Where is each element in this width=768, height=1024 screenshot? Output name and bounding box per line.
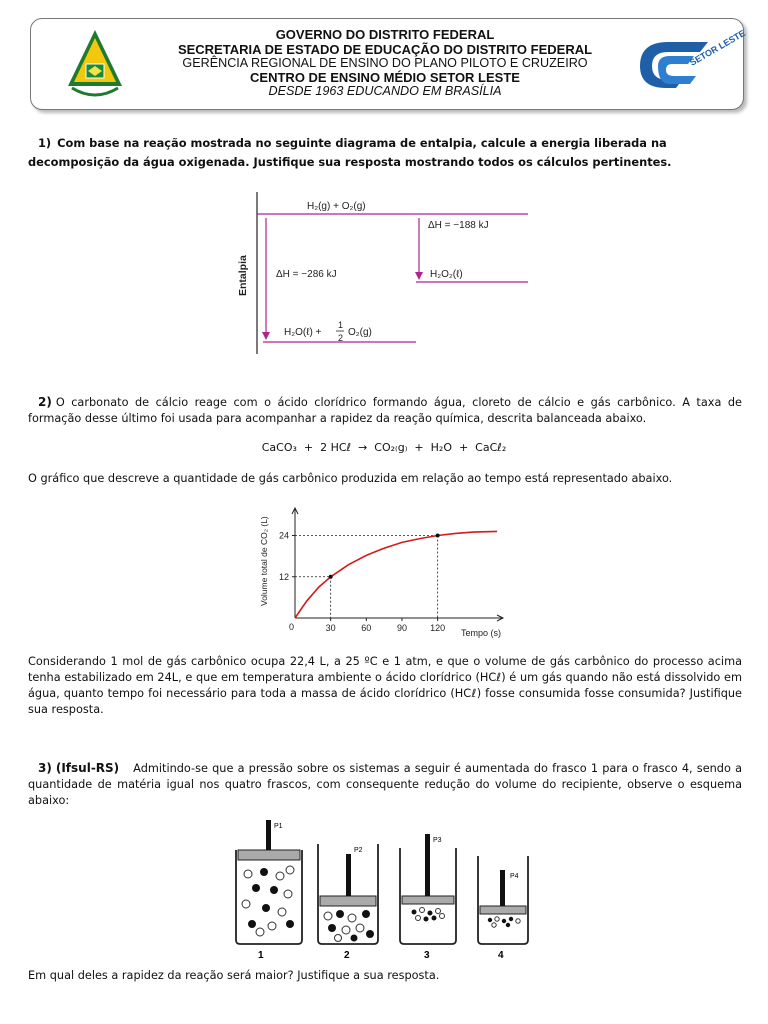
piston-4-label: P4 [510, 873, 519, 880]
fraction-numerator: 1 [338, 320, 344, 330]
graph-intro: O gráfico que descreve a quantidade de gás carbônico produzida em relação ao tempo está representado abaixo. [28, 472, 673, 485]
piston-3-label: P3 [433, 837, 442, 844]
data-point [329, 575, 333, 579]
header-line-2: SECRETARIA DE ESTADO DE EDUCAÇÃO DO DISTRITO FEDERAL [177, 42, 593, 57]
question-3-source: (Ifsul-RS) [55, 761, 120, 775]
dh-left-label: ΔH = −286 kJ [276, 269, 337, 280]
question-1-text: Com base na reação mostrada no seguinte diagrama de entalpia, calcule a energia liberada na decomposição da água oxigenada. Justifique sua resposta mostrando todos os cálculos pertinentes. [28, 136, 672, 169]
flask-1-label: 1 [258, 950, 264, 961]
flask-1 [236, 820, 302, 961]
middle-level-label: H₂O₂(ℓ) [430, 269, 463, 280]
flask-2 [318, 844, 378, 961]
setor-leste-logo-text: SETOR LESTE [688, 27, 748, 68]
y-tick-label: 24 [278, 530, 289, 541]
x-tick-label: 90 [396, 623, 407, 633]
origin-label: 0 [289, 622, 295, 632]
x-tick-label: 60 [361, 623, 372, 633]
top-level-label: H₂(g) + O₂(g) [307, 201, 366, 212]
header-line-5: DESDE 1963 EDUCANDO EM BRASÍLIA [268, 84, 502, 98]
y-axis-label: Volume total de CO₂ (L) [259, 516, 269, 606]
question-2-text: Considerando 1 mol de gás carbônico ocupa 22,4 L, a 25 ºC e 1 atm, e que o volume de gás carbônico do processo acima tenha estabilizado em 24L, e que em temperatura ambiente o ácido clorídrico (HCℓ) é um gás quando não está dissolvido em água, quanto tempo foi necessário para toda a massa de ácido clorídrico (HCℓ) fosse consumida fosse consumida? Justifique sua resposta. [28, 655, 742, 716]
y-tick-label: 12 [278, 571, 289, 582]
x-tick-label: 30 [325, 623, 336, 633]
flask-2-label: 2 [344, 950, 350, 961]
piston-2-label: P2 [354, 847, 363, 854]
bottom-level-left-label: H₂O(ℓ) + [284, 327, 322, 338]
question-3-text: Admitindo-se que a pressão sobre os sistemas a seguir é aumentada do frasco 1 para o frasco 4, sendo a quantidade de matéria igual nos quatro frascos, com consequente redução do volume do recipiente, observe o esquema abaixo: [28, 762, 742, 807]
enthalpy-axis-label: Entalpia [237, 255, 249, 296]
flasks-diagram [228, 812, 548, 962]
question-2-intro [28, 394, 742, 427]
brasilia-flag-emblem [64, 28, 126, 102]
flask-3 [400, 834, 456, 961]
header-line-4: CENTRO DE ENSINO MÉDIO SETOR LESTE [250, 70, 520, 85]
question-3-text-final: Em qual deles a rapidez da reação será maior? Justifique a sua resposta. [28, 969, 440, 982]
x-axis-label: Tempo (s) [461, 628, 502, 638]
piston-1-label: P1 [274, 823, 283, 830]
setor-leste-logo [634, 27, 748, 90]
question-3 [28, 760, 742, 809]
flask-3-label: 3 [424, 950, 430, 961]
series-line-co2 [295, 531, 497, 618]
fraction-denominator: 2 [338, 333, 344, 343]
header-line-3: GERÊNCIA REGIONAL DE ENSINO DO PLANO PILOTO E CRUZEIRO [182, 56, 588, 70]
data-point [436, 534, 440, 538]
question-2-number: 2) [38, 395, 52, 409]
dh-right-label: ΔH = −188 kJ [428, 220, 489, 231]
question-3-number: 3) [38, 761, 52, 775]
x-tick-label: 120 [430, 623, 446, 633]
enthalpy-diagram [230, 188, 540, 360]
flask-4 [478, 856, 528, 961]
question-1 [28, 134, 742, 172]
co2-volume-chart [255, 500, 515, 640]
reaction-equation: CaCO₃ + 2 HCℓ → CO₂₍g₎ + H₂O + CaCℓ₂ [261, 441, 507, 454]
question-1-number: 1) [38, 136, 52, 150]
header-line-1: GOVERNO DO DISTRITO FEDERAL [275, 27, 495, 42]
bottom-level-right-label: O₂(g) [348, 327, 372, 338]
flask-4-label: 4 [498, 950, 504, 961]
question-2-intro-text: O carbonato de cálcio reage com o ácido clorídrico formando água, cloreto de cálcio e gás carbônico. A taxa de formação desse último foi usada para acompanhar a rapidez da reação química, descrita balanceada abaixo. [28, 396, 742, 425]
